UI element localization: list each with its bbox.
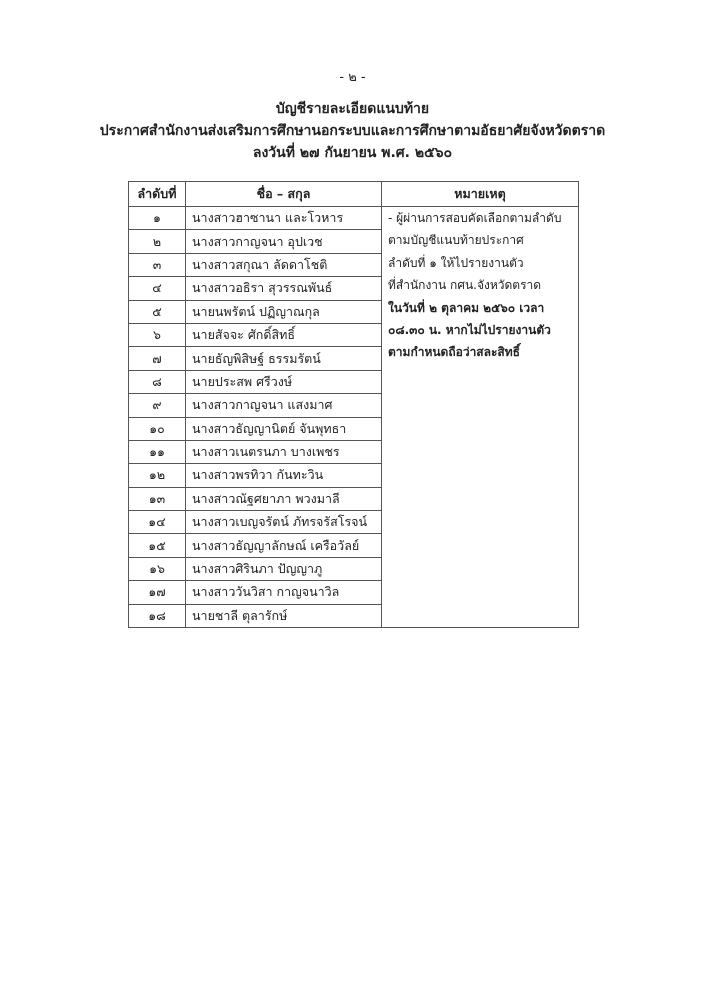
row-full-name: นางสาวเบญจรัตน์ ภัทรจรัสโรจน์: [186, 511, 382, 534]
row-full-name: นางสาวฮาซานา และโวหาร: [186, 207, 382, 230]
row-order-number: ๑๑: [129, 440, 186, 463]
remark-line: ตามบัญชีแนบท้ายประกาศ: [388, 233, 524, 248]
table-body: [129, 207, 579, 628]
row-order-number: ๓: [129, 253, 186, 276]
row-full-name: นางสาวสกุณา ลัดดาโชติ: [186, 253, 382, 276]
table-row: [129, 207, 579, 230]
document-heading: [0, 98, 705, 164]
row-full-name: นายธัญพิสิษฐ์ ธรรมรัตน์: [186, 347, 382, 370]
row-full-name: นายสัจจะ ศักดิ์สิทธิ์: [186, 323, 382, 346]
row-order-number: ๖: [129, 323, 186, 346]
row-order-number: ๙: [129, 394, 186, 417]
header-name: ชื่อ – สกุล: [186, 182, 382, 207]
candidate-table: [128, 181, 579, 628]
row-full-name: นายนพรัตน์ ปฏิญาณกุล: [186, 300, 382, 323]
remark-line: ในวันที่ ๒ ตุลาคม ๒๕๖๐ เวลา: [388, 300, 545, 315]
row-order-number: ๑๒: [129, 464, 186, 487]
remark-line: ตามกำหนดถือว่าสละสิทธิ์: [388, 345, 520, 360]
row-order-number: ๘: [129, 370, 186, 393]
table-header-row: [129, 182, 579, 207]
heading-line-1: บัญชีรายละเอียดแนบท้าย: [275, 101, 430, 117]
heading-line-3: ลงวันที่ ๒๗ กันยายน พ.ศ. ๒๕๖๐: [252, 145, 453, 161]
row-full-name: นางสาวอธิรา สุวรรณพันธ์: [186, 277, 382, 300]
row-order-number: ๔: [129, 277, 186, 300]
remark-line: ๐๘.๓๐ น. หากไม่ไปรายงานตัว: [388, 323, 551, 338]
row-order-number: ๒: [129, 230, 186, 253]
row-full-name: นางสาวกาญจนา แสงมาศ: [186, 394, 382, 417]
row-full-name: นางสาวเนตรนภา บางเพชร: [186, 440, 382, 463]
heading-line-2: ประกาศสำนักงานส่งเสริมการศึกษานอกระบบและการศึกษาตามอัธยาศัยจังหวัดตราด: [99, 123, 606, 139]
row-full-name: นางสาวณัฐศยาภา พวงมาลี: [186, 487, 382, 510]
row-order-number: ๑๗: [129, 581, 186, 604]
remark-line: ลำดับที่ ๑ ให้ไปรายงานตัว: [388, 255, 524, 270]
remarks-cell: [382, 207, 579, 628]
row-full-name: นางสาวพรทิวา กันทะวิน: [186, 464, 382, 487]
row-order-number: ๑๓: [129, 487, 186, 510]
row-full-name: นางสาวศิรินภา ปัญญาภู: [186, 557, 382, 580]
row-order-number: ๑๔: [129, 511, 186, 534]
row-order-number: ๑: [129, 207, 186, 230]
page-number: - ๒ -: [339, 70, 366, 85]
row-order-number: ๑๖: [129, 557, 186, 580]
row-order-number: ๕: [129, 300, 186, 323]
row-order-number: ๑๐: [129, 417, 186, 440]
row-full-name: นางสาววันวิสา กาญจนาวิล: [186, 581, 382, 604]
header-order: ลำดับที่: [129, 182, 186, 207]
row-order-number: ๑๘: [129, 604, 186, 627]
header-note: หมายเหตุ: [382, 182, 579, 207]
row-full-name: นายชาลี ตุลารักษ์: [186, 604, 382, 627]
row-full-name: นางสาวธัญญาลักษณ์ เครือวัลย์: [186, 534, 382, 557]
row-order-number: ๗: [129, 347, 186, 370]
remark-line: - ผู้ผ่านการสอบคัดเลือกตามลำดับ: [388, 211, 562, 225]
row-full-name: นางสาวธัญญานิตย์ จันพุทธา: [186, 417, 382, 440]
row-order-number: ๑๕: [129, 534, 186, 557]
row-full-name: นางสาวกาญจนา อุปเวช: [186, 230, 382, 253]
row-full-name: นายประสพ ศรีวงษ์: [186, 370, 382, 393]
remark-line: ที่สำนักงาน กศน.จังหวัดตราด: [388, 278, 542, 293]
